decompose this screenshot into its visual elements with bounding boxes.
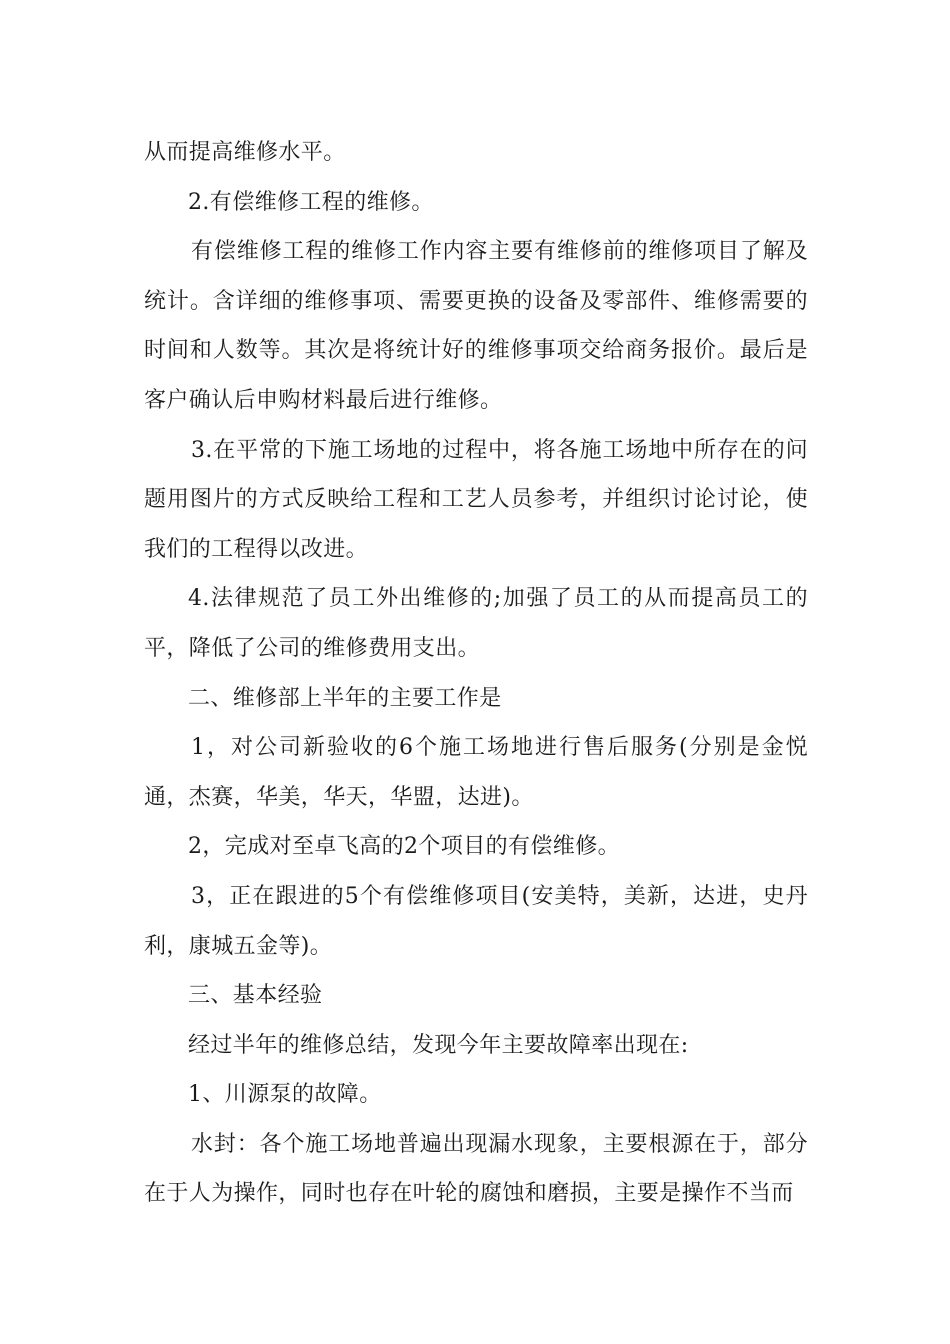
paragraph-work-item-2: 2，完成对至卓飞高的2个项目的有偿维修。 — [188, 834, 620, 860]
paragraph-continuation: 从而提高维修水平。 — [144, 140, 346, 165]
section-heading-main-work: 二、维修部上半年的主要工作是 — [188, 685, 502, 711]
paragraph-work-item-1: 1，对公司新验收的6个施工场地进行售后服务(分别是金悦通，杰赛，华美，华天，华盟，达进)。 — [144, 735, 808, 810]
paragraph-summary-intro: 经过半年的维修总结，发现今年主要故障率出现在: — [188, 1032, 689, 1058]
paragraph-work-item-3: 3，正在跟进的5个有偿维修项目(安美特，美新，达进，史丹利，康城五金等)。 — [144, 883, 808, 959]
paragraph-item-3: 3.在平常的下施工场地的过程中，将各施工场地中所存在的问题用图片的方式反映给工程和工艺人员参考，并组织讨论讨论，使我们的工程得以改进。 — [144, 437, 808, 562]
document-page — [144, 128, 808, 1219]
paragraph-paid-maintenance-content: 有偿维修工程的维修工作内容主要有维修前的维修项目了解及统计。含详细的维修事项、需要更换的设备及零部件、维修需要的时间和人数等。其次是将统计好的维修事项交给商务报价。最后是客户确认后申购材料最后进行维修。 — [144, 239, 808, 413]
paragraph-item-2-heading: 2.有偿维修工程的维修。 — [188, 189, 434, 215]
paragraph-item-4: 4.法律规范了员工外出维修的;加强了员工的从而提高员工的平，降低了公司的维修费用支出。 — [144, 586, 808, 661]
section-heading-basic-experience: 三、基本经验 — [188, 983, 323, 1009]
paragraph-fault-item-1: 1、川源泵的故障。 — [188, 1082, 382, 1108]
paragraph-water-seal: 水封：各个施工场地普遍出现漏水现象，主要根源在于，部分在于人为操作，同时也存在叶轮的腐蚀和磨损，主要是操作不当而 — [144, 1131, 808, 1207]
